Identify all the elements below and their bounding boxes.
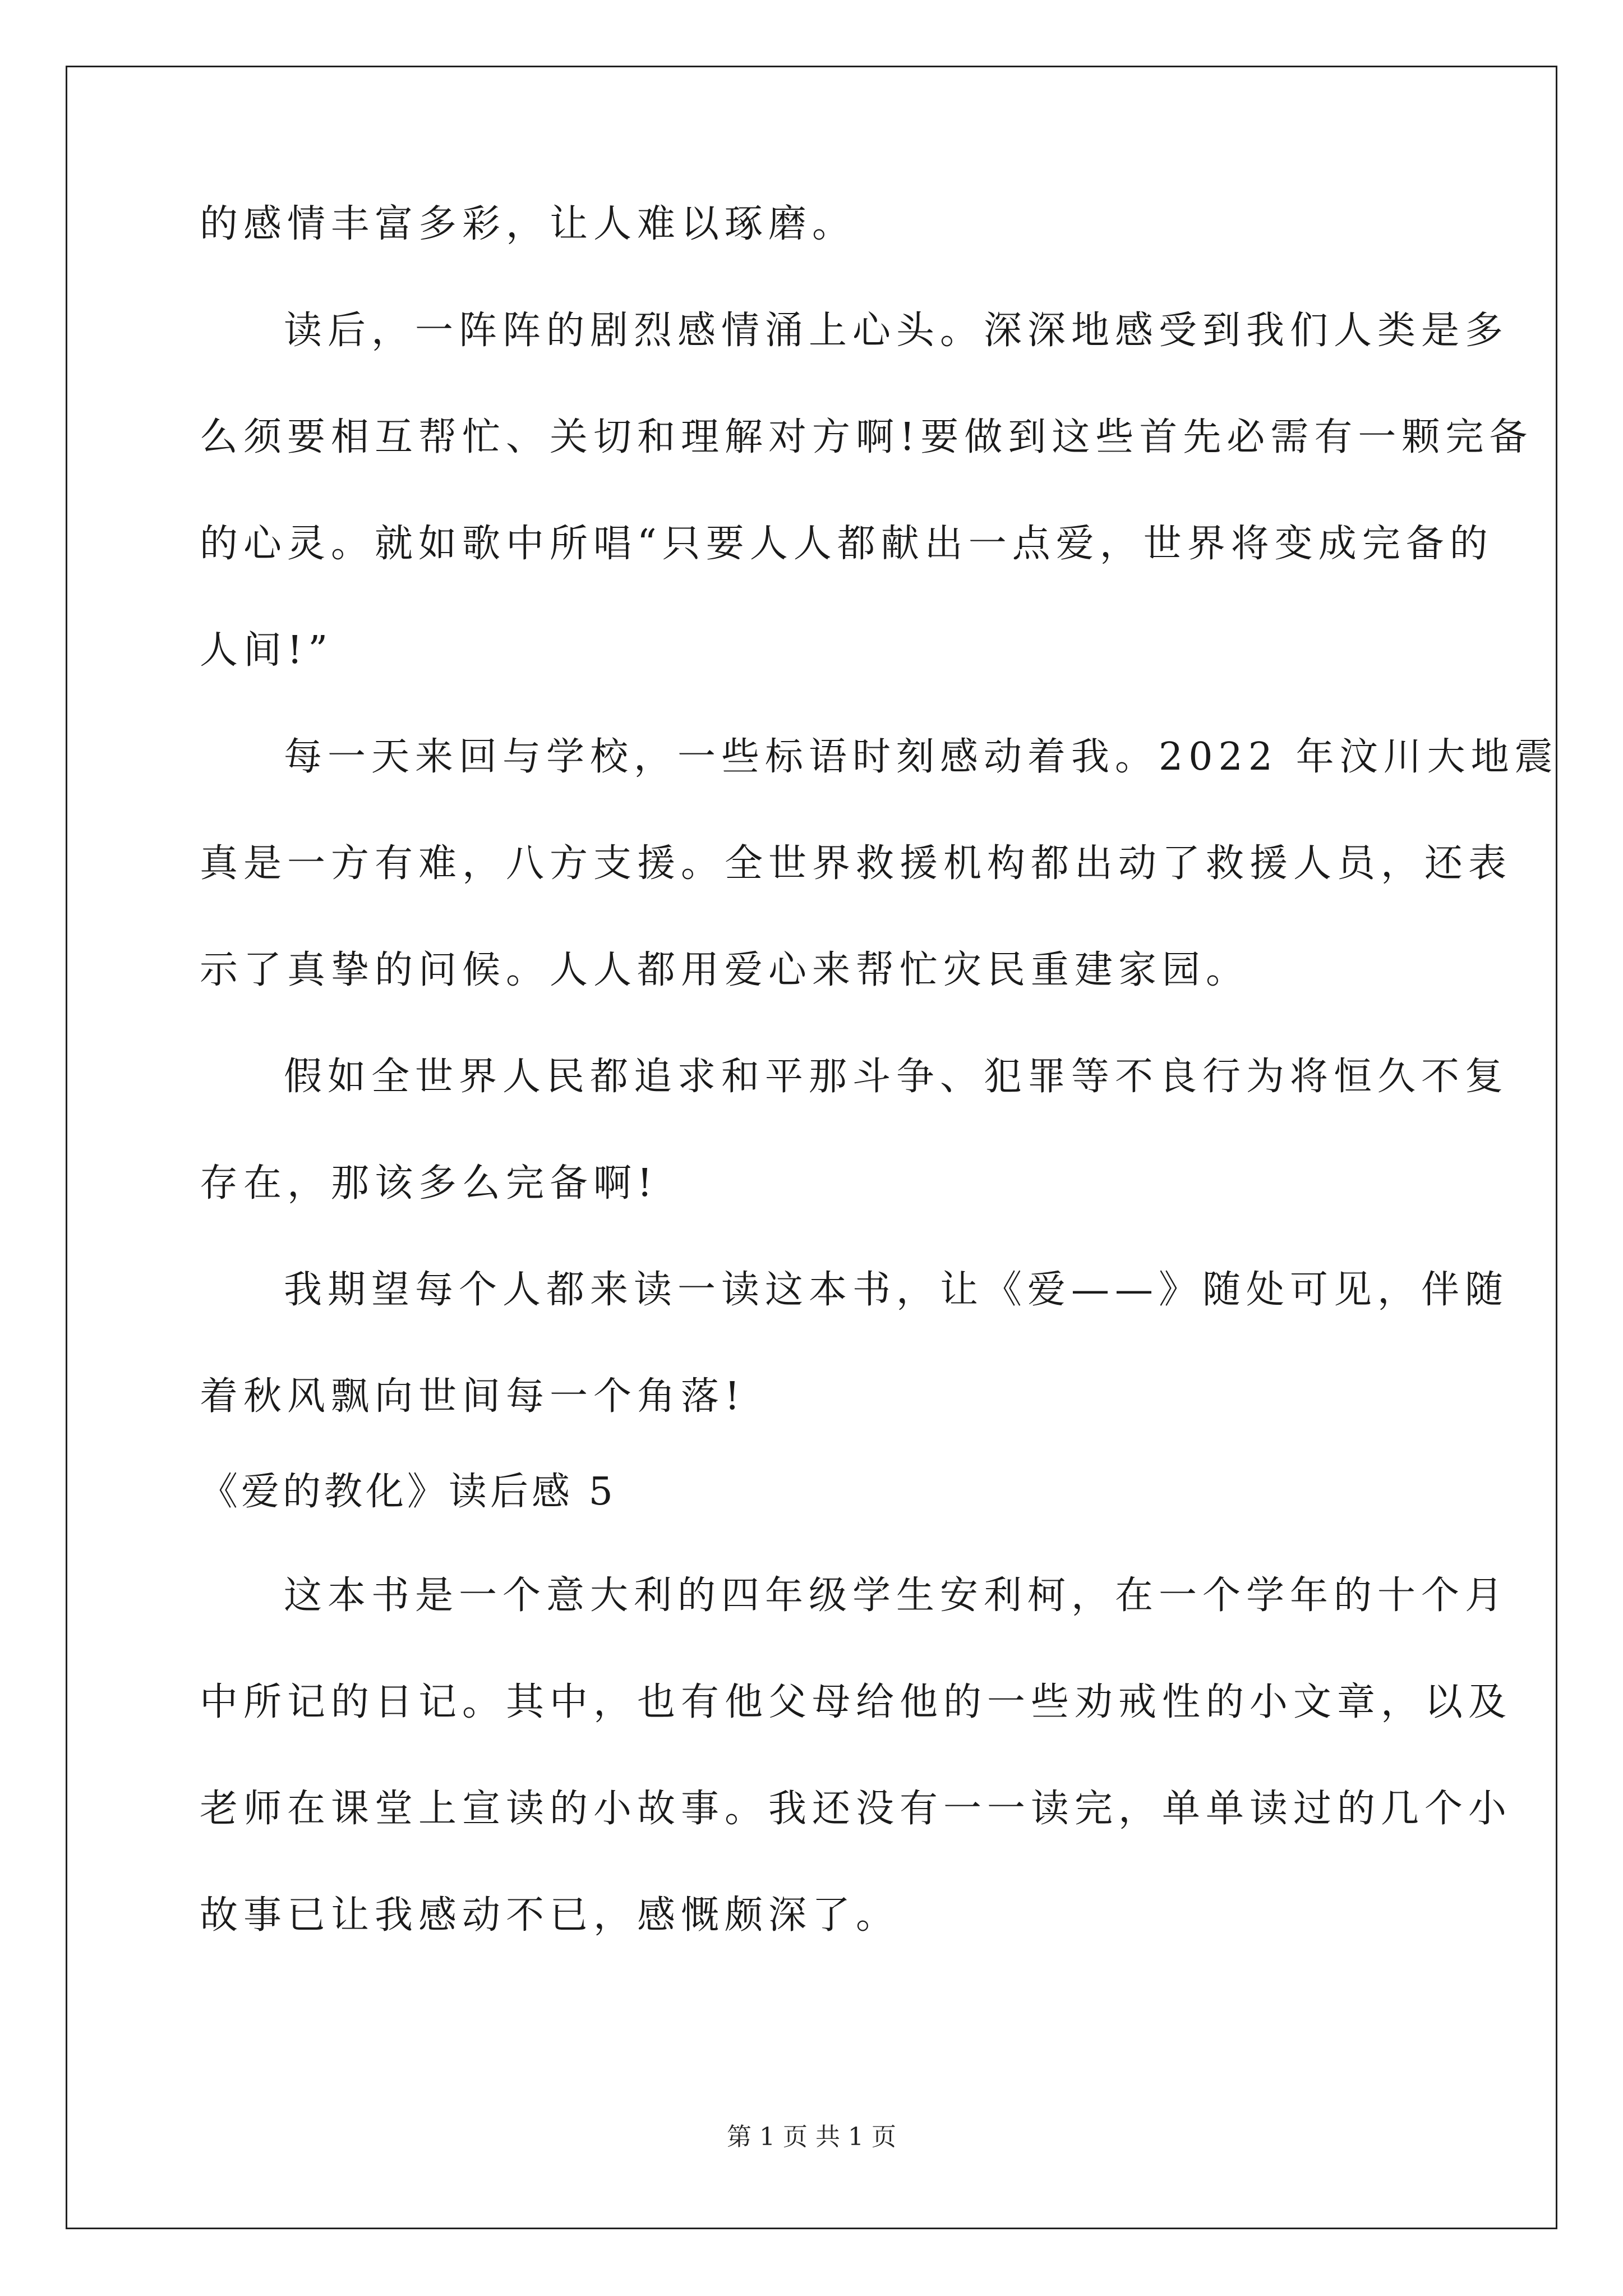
- text-line: 人间!”: [200, 628, 334, 673]
- text-line: 的心灵。就如歌中所唱“只要人人都献出一点爱，世界将变成完备的: [200, 522, 1493, 566]
- text-line: 老师在课堂上宣读的小故事。我还没有一一读完，单单读过的几个小: [200, 1787, 1513, 1831]
- text-line: 故事已让我感动不已，感慨颇深了。: [200, 1893, 900, 1938]
- text-line: 着秋风飘向世间每一个角落!: [200, 1374, 746, 1419]
- text-line: 真是一方有难，八方支援。全世界救援机构都出动了救援人员，还表: [200, 841, 1513, 886]
- text-line: 么须要相互帮忙、关切和理解对方啊!要做到这些首先必需有一颗完备: [200, 415, 1533, 459]
- page-number-footer: 第 1 页 共 1 页: [727, 2123, 896, 2151]
- paragraph-start-line: 我期望每个人都来读一读这本书，让《爱——》随处可见，伴随: [284, 1268, 1509, 1312]
- paragraph-start-line: 每一天来回与学校，一些标语时刻感动着我。2022 年汶川大地震: [284, 735, 1559, 779]
- paragraph-start-line: 假如全世界人民都追求和平那斗争、犯罪等不良行为将恒久不复: [284, 1055, 1509, 1099]
- text-line: 的感情丰富多彩，让人难以琢磨。: [200, 202, 856, 246]
- paragraph-start-line: 这本书是一个意大利的四年级学生安利柯，在一个学年的十个月: [284, 1573, 1509, 1618]
- section-heading: 《爱的教化》读后感 5: [200, 1470, 616, 1514]
- paragraph-start-line: 读后，一阵阵的剧烈感情涌上心头。深深地感受到我们人类是多: [284, 309, 1509, 353]
- text-line: 存在，那该多么完备啊!: [200, 1161, 658, 1205]
- text-line: 中所记的日记。其中，也有他父母给他的一些劝戒性的小文章，以及: [200, 1680, 1513, 1724]
- text-line: 示了真挚的问候。人人都用爱心来帮忙灾民重建家园。: [200, 948, 1250, 992]
